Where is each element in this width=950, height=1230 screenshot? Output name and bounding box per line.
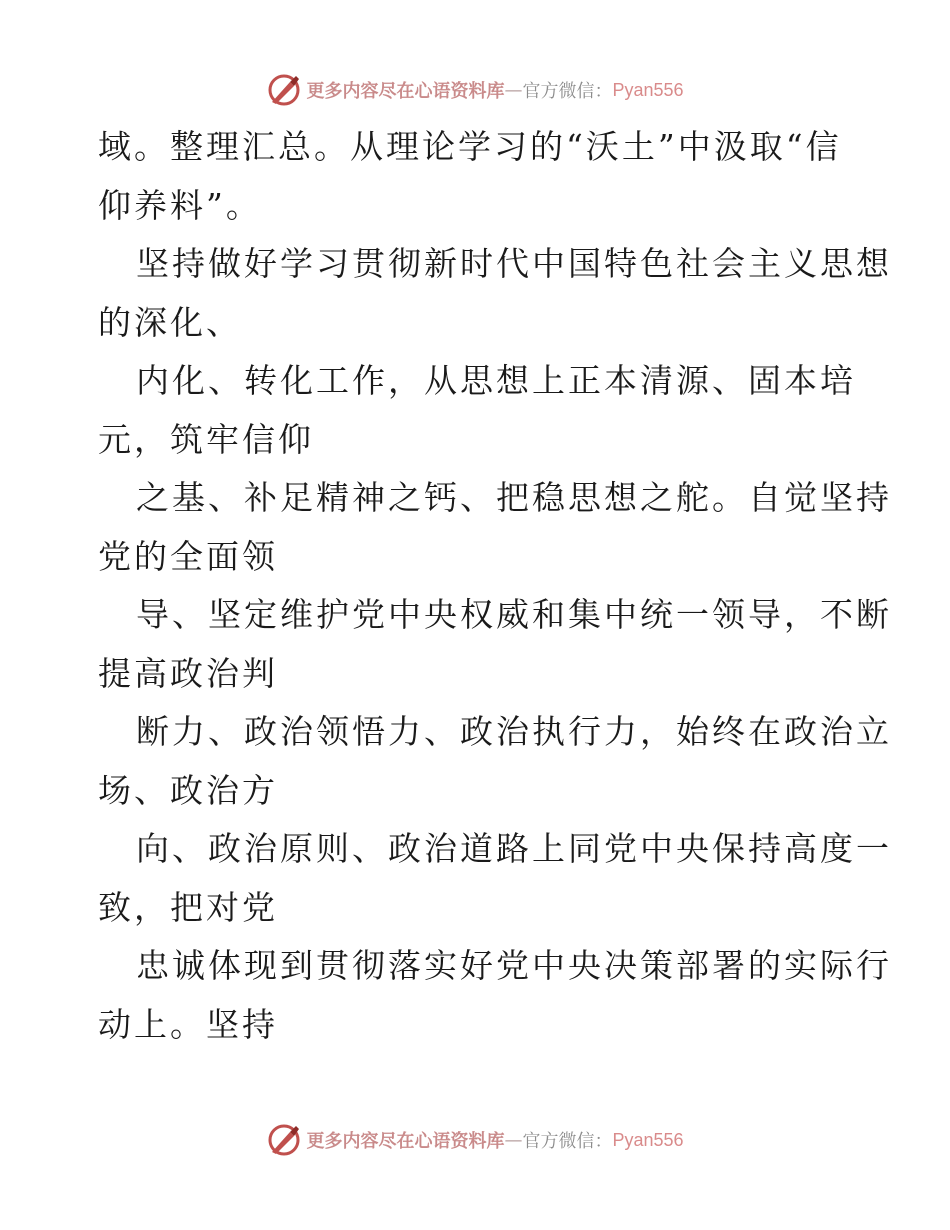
text-line: 场、政治方 bbox=[98, 770, 278, 810]
document-body bbox=[98, 118, 892, 1054]
footer-watermark bbox=[0, 1120, 950, 1160]
text-line: 向、政治原则、政治道路上同党中央保持高度一 bbox=[136, 829, 892, 868]
watermark-dash: — bbox=[504, 1129, 523, 1151]
text-line: 仰养料”。 bbox=[98, 185, 262, 225]
watermark-main-text: 更多内容尽在心语资料库 bbox=[306, 81, 505, 102]
watermark-wechat-label: 官方微信： bbox=[522, 81, 613, 102]
text-line: 内化、转化工作，从思想上正本清源、固本培 bbox=[136, 361, 856, 400]
watermark-wechat-label: 官方微信： bbox=[522, 1131, 613, 1152]
pen-logo-icon bbox=[266, 72, 302, 108]
watermark-wechat-id: Pyan556 bbox=[612, 79, 684, 100]
watermark-dash: — bbox=[504, 79, 523, 101]
text-line: 断力、政治领悟力、政治执行力，始终在政治立 bbox=[136, 712, 892, 751]
text-line: 忠诚体现到贯彻落实好党中央决策部署的实际行 bbox=[136, 946, 892, 985]
text-line: 元，筑牢信仰 bbox=[98, 419, 314, 459]
text-line: 域。整理汇总。从理论学习的“沃土”中汲取“信 bbox=[98, 127, 842, 166]
text-line: 党的全面领 bbox=[98, 536, 278, 576]
text-line: 坚持做好学习贯彻新时代中国特色社会主义思想 bbox=[136, 244, 892, 283]
watermark-main-text: 更多内容尽在心语资料库 bbox=[306, 1131, 505, 1152]
watermark-wechat-id: Pyan556 bbox=[612, 1129, 684, 1150]
text-line: 致，把对党 bbox=[98, 887, 278, 927]
text-line: 导、坚定维护党中央权威和集中统一领导，不断 bbox=[136, 595, 892, 634]
pen-logo-icon bbox=[266, 1122, 302, 1158]
header-watermark bbox=[0, 70, 950, 110]
text-line: 的深化、 bbox=[98, 302, 242, 342]
text-line: 动上。坚持 bbox=[98, 1004, 278, 1044]
text-line: 之基、补足精神之钙、把稳思想之舵。自觉坚持 bbox=[136, 478, 892, 517]
text-line: 提高政治判 bbox=[98, 653, 278, 693]
